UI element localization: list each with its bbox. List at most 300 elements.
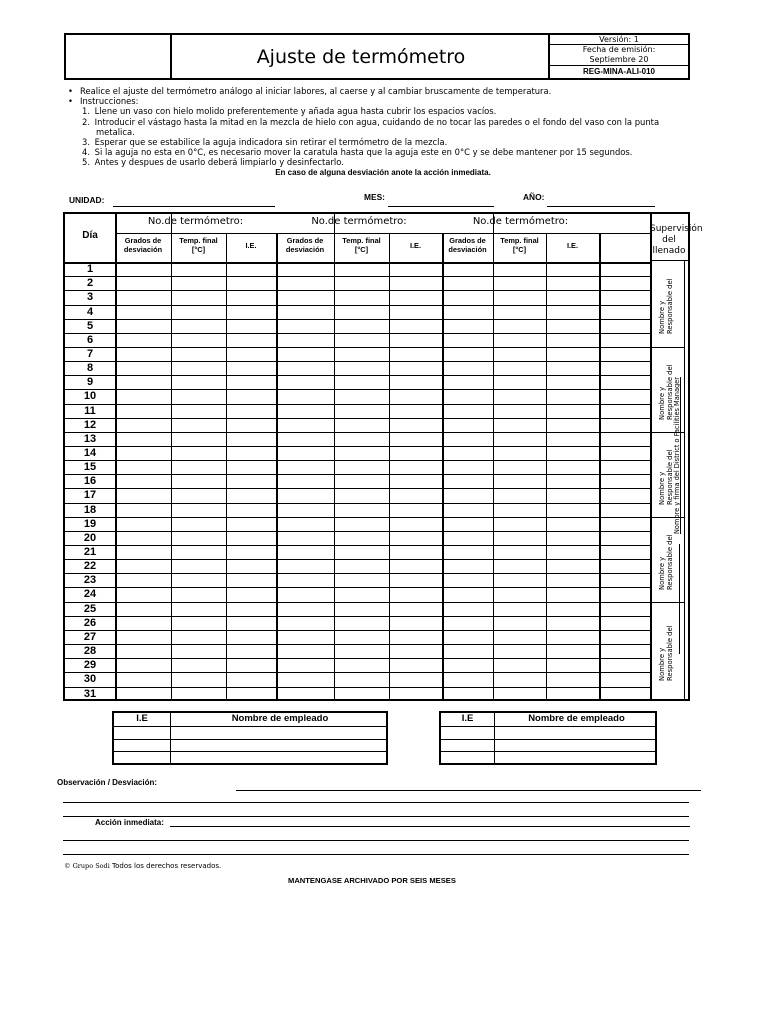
log-cell[interactable] [171, 290, 226, 304]
log-cell[interactable] [334, 545, 389, 559]
log-cell[interactable] [115, 333, 171, 347]
log-cell[interactable] [493, 573, 546, 587]
log-cell[interactable] [334, 361, 389, 375]
log-cell[interactable] [334, 672, 389, 686]
log-cell[interactable] [171, 319, 226, 333]
log-cell[interactable] [226, 573, 276, 587]
log-cell[interactable] [171, 347, 226, 361]
log-cell[interactable] [334, 290, 389, 304]
log-cell[interactable] [276, 290, 334, 304]
log-cell[interactable] [226, 587, 276, 601]
log-cell[interactable] [493, 630, 546, 644]
log-cell[interactable] [115, 460, 171, 474]
unidad-field[interactable] [113, 206, 275, 207]
log-cell[interactable] [334, 517, 389, 531]
log-cell[interactable] [493, 319, 546, 333]
log-cell[interactable] [442, 658, 493, 672]
log-cell[interactable] [226, 375, 276, 389]
log-cell[interactable] [389, 559, 442, 573]
log-cell[interactable] [546, 658, 599, 672]
log-cell[interactable] [442, 644, 493, 658]
log-cell[interactable] [442, 587, 493, 601]
log-cell[interactable] [276, 672, 334, 686]
employee-ie-cell[interactable] [114, 751, 170, 763]
log-cell[interactable] [334, 333, 389, 347]
log-cell[interactable] [334, 305, 389, 319]
log-cell[interactable] [226, 672, 276, 686]
accion-line[interactable] [63, 854, 689, 855]
log-cell[interactable] [115, 602, 171, 616]
log-cell[interactable] [389, 630, 442, 644]
log-cell[interactable] [389, 418, 442, 432]
log-cell[interactable] [171, 587, 226, 601]
log-cell[interactable] [442, 630, 493, 644]
log-cell[interactable] [389, 389, 442, 403]
log-cell[interactable] [334, 687, 389, 701]
log-cell[interactable] [276, 347, 334, 361]
supervision-line: Supervisión [650, 224, 703, 234]
log-cell[interactable] [389, 446, 442, 460]
employee-name-cell[interactable] [494, 751, 655, 763]
employee-ie-cell[interactable] [441, 751, 494, 763]
log-cell[interactable] [546, 503, 599, 517]
log-cell[interactable] [334, 432, 389, 446]
log-cell[interactable] [493, 290, 546, 304]
log-cell[interactable] [226, 531, 276, 545]
log-cell[interactable] [442, 319, 493, 333]
log-cell[interactable] [115, 545, 171, 559]
manager-signature-line[interactable] [679, 544, 680, 654]
log-cell[interactable] [226, 404, 276, 418]
log-cell[interactable] [546, 687, 599, 701]
log-cell[interactable] [389, 545, 442, 559]
log-cell[interactable] [171, 432, 226, 446]
log-cell[interactable] [334, 418, 389, 432]
log-cell[interactable] [493, 658, 546, 672]
log-cell[interactable] [334, 276, 389, 290]
log-cell[interactable] [389, 644, 442, 658]
log-cell[interactable] [276, 545, 334, 559]
log-cell[interactable] [115, 573, 171, 587]
log-cell[interactable] [334, 559, 389, 573]
log-cell[interactable] [546, 333, 599, 347]
log-cell[interactable] [493, 276, 546, 290]
log-cell[interactable] [276, 616, 334, 630]
log-cell[interactable] [389, 573, 442, 587]
log-cell[interactable] [334, 587, 389, 601]
log-cell[interactable] [493, 672, 546, 686]
log-cell[interactable] [171, 630, 226, 644]
log-cell[interactable] [442, 460, 493, 474]
log-cell[interactable] [546, 389, 599, 403]
anio-field[interactable] [547, 206, 655, 207]
log-cell[interactable] [546, 474, 599, 488]
log-cell[interactable] [171, 602, 226, 616]
log-cell[interactable] [442, 672, 493, 686]
log-cell[interactable] [115, 474, 171, 488]
log-cell[interactable] [115, 630, 171, 644]
log-cell[interactable] [334, 488, 389, 502]
log-cell[interactable] [171, 672, 226, 686]
log-cell[interactable] [171, 361, 226, 375]
log-cell[interactable] [226, 361, 276, 375]
log-cell[interactable] [442, 432, 493, 446]
log-cell[interactable] [226, 333, 276, 347]
log-cell[interactable] [442, 361, 493, 375]
log-cell[interactable] [171, 389, 226, 403]
log-cell[interactable] [389, 432, 442, 446]
log-cell[interactable] [171, 531, 226, 545]
log-cell[interactable] [493, 361, 546, 375]
employee-name-cell[interactable] [170, 751, 386, 763]
log-cell[interactable] [115, 262, 171, 276]
log-cell[interactable] [493, 474, 546, 488]
log-cell[interactable] [115, 672, 171, 686]
log-cell[interactable] [546, 418, 599, 432]
log-cell[interactable] [546, 305, 599, 319]
log-cell[interactable] [493, 333, 546, 347]
log-cell[interactable] [546, 319, 599, 333]
log-cell[interactable] [226, 559, 276, 573]
log-cell[interactable] [276, 361, 334, 375]
log-cell[interactable] [442, 488, 493, 502]
log-cell[interactable] [115, 375, 171, 389]
log-cell[interactable] [442, 503, 493, 517]
log-cell[interactable] [389, 375, 442, 389]
log-cell[interactable] [226, 432, 276, 446]
log-cell[interactable] [334, 503, 389, 517]
log-cell[interactable] [334, 262, 389, 276]
log-cell[interactable] [442, 290, 493, 304]
log-cell[interactable] [334, 531, 389, 545]
log-cell[interactable] [389, 503, 442, 517]
log-cell[interactable] [334, 319, 389, 333]
log-cell[interactable] [171, 573, 226, 587]
employee-ie-cell[interactable] [114, 726, 170, 739]
log-cell[interactable] [226, 474, 276, 488]
log-cell[interactable] [442, 573, 493, 587]
log-cell[interactable] [334, 474, 389, 488]
log-cell[interactable] [276, 602, 334, 616]
log-cell[interactable] [276, 573, 334, 587]
log-cell[interactable] [171, 644, 226, 658]
employee-name-cell[interactable] [494, 726, 655, 739]
log-cell[interactable] [546, 517, 599, 531]
log-cell[interactable] [334, 446, 389, 460]
log-cell[interactable] [493, 616, 546, 630]
log-cell[interactable] [493, 602, 546, 616]
supervision-divider [684, 260, 685, 699]
log-cell[interactable] [389, 290, 442, 304]
log-cell[interactable] [493, 587, 546, 601]
observacion-line[interactable] [236, 790, 701, 791]
log-cell[interactable] [334, 347, 389, 361]
log-cell[interactable] [115, 517, 171, 531]
log-cell[interactable] [276, 404, 334, 418]
log-cell[interactable] [226, 290, 276, 304]
log-cell[interactable] [276, 389, 334, 403]
log-cell[interactable] [546, 290, 599, 304]
log-cell[interactable] [276, 446, 334, 460]
log-cell[interactable] [493, 687, 546, 701]
log-cell[interactable] [171, 276, 226, 290]
log-cell[interactable] [276, 375, 334, 389]
log-cell[interactable] [226, 446, 276, 460]
log-cell[interactable] [493, 262, 546, 276]
employee-ie-cell[interactable] [441, 726, 494, 739]
log-cell[interactable] [442, 474, 493, 488]
log-cell[interactable] [334, 375, 389, 389]
log-cell[interactable] [389, 658, 442, 672]
log-cell[interactable] [276, 658, 334, 672]
log-cell[interactable] [276, 276, 334, 290]
log-cell[interactable] [546, 602, 599, 616]
log-cell[interactable] [546, 347, 599, 361]
log-cell[interactable] [389, 616, 442, 630]
log-cell[interactable] [442, 517, 493, 531]
log-cell[interactable] [546, 375, 599, 389]
log-cell[interactable] [276, 305, 334, 319]
log-cell[interactable] [276, 333, 334, 347]
log-cell[interactable] [442, 418, 493, 432]
log-cell[interactable] [493, 432, 546, 446]
log-cell[interactable] [226, 418, 276, 432]
log-cell[interactable] [493, 404, 546, 418]
log-cell[interactable] [171, 305, 226, 319]
log-cell[interactable] [334, 630, 389, 644]
employee-name-cell[interactable] [170, 726, 386, 739]
log-cell[interactable] [171, 616, 226, 630]
log-cell[interactable] [171, 658, 226, 672]
log-cell[interactable] [226, 262, 276, 276]
log-cell[interactable] [442, 389, 493, 403]
log-cell[interactable] [546, 432, 599, 446]
log-cell[interactable] [276, 687, 334, 701]
log-cell[interactable] [171, 517, 226, 531]
log-cell[interactable] [442, 375, 493, 389]
log-cell[interactable] [389, 347, 442, 361]
log-cell[interactable] [115, 276, 171, 290]
log-cell[interactable] [334, 658, 389, 672]
log-cell[interactable] [276, 644, 334, 658]
log-cell[interactable] [276, 319, 334, 333]
log-cell[interactable] [226, 687, 276, 701]
log-cell[interactable] [171, 262, 226, 276]
log-cell[interactable] [226, 616, 276, 630]
log-cell[interactable] [546, 446, 599, 460]
log-cell[interactable] [115, 305, 171, 319]
log-cell[interactable] [442, 531, 493, 545]
log-cell[interactable] [226, 602, 276, 616]
log-cell[interactable] [389, 460, 442, 474]
log-cell[interactable] [115, 389, 171, 403]
log-cell[interactable] [389, 687, 442, 701]
log-cell[interactable] [276, 474, 334, 488]
log-cell[interactable] [493, 305, 546, 319]
log-cell[interactable] [115, 347, 171, 361]
accion-line[interactable] [63, 840, 689, 841]
log-cell[interactable] [276, 587, 334, 601]
log-cell[interactable] [115, 644, 171, 658]
log-cell[interactable] [171, 375, 226, 389]
log-cell[interactable] [226, 389, 276, 403]
log-cell[interactable] [334, 644, 389, 658]
log-cell[interactable] [226, 488, 276, 502]
log-cell[interactable] [276, 503, 334, 517]
log-cell[interactable] [276, 262, 334, 276]
log-cell[interactable] [334, 602, 389, 616]
log-cell[interactable] [334, 460, 389, 474]
log-cell[interactable] [442, 305, 493, 319]
log-cell[interactable] [546, 559, 599, 573]
log-cell[interactable] [226, 658, 276, 672]
log-cell[interactable] [389, 276, 442, 290]
observacion-line[interactable] [63, 802, 689, 803]
log-cell[interactable] [115, 418, 171, 432]
log-cell[interactable] [334, 616, 389, 630]
log-cell[interactable] [276, 630, 334, 644]
log-cell[interactable] [115, 432, 171, 446]
log-cell[interactable] [115, 531, 171, 545]
log-cell[interactable] [442, 262, 493, 276]
log-cell[interactable] [493, 559, 546, 573]
log-cell[interactable] [276, 418, 334, 432]
log-cell[interactable] [115, 290, 171, 304]
log-cell[interactable] [546, 276, 599, 290]
log-cell[interactable] [226, 460, 276, 474]
log-cell[interactable] [334, 404, 389, 418]
log-cell[interactable] [546, 587, 599, 601]
log-cell[interactable] [546, 460, 599, 474]
mes-field[interactable] [388, 206, 494, 207]
log-cell[interactable] [546, 531, 599, 545]
log-cell[interactable] [171, 545, 226, 559]
log-cell[interactable] [389, 262, 442, 276]
log-cell[interactable] [115, 404, 171, 418]
log-cell[interactable] [334, 389, 389, 403]
log-cell[interactable] [226, 517, 276, 531]
log-cell[interactable] [226, 276, 276, 290]
log-cell[interactable] [226, 319, 276, 333]
log-cell[interactable] [115, 319, 171, 333]
log-cell[interactable] [171, 503, 226, 517]
log-cell[interactable] [442, 559, 493, 573]
log-cell[interactable] [171, 488, 226, 502]
log-cell[interactable] [171, 333, 226, 347]
log-cell[interactable] [115, 616, 171, 630]
log-cell[interactable] [171, 404, 226, 418]
log-cell[interactable] [442, 616, 493, 630]
log-cell[interactable] [493, 503, 546, 517]
log-cell[interactable] [389, 474, 442, 488]
log-cell[interactable] [493, 517, 546, 531]
log-cell[interactable] [389, 404, 442, 418]
log-cell[interactable] [546, 644, 599, 658]
log-cell[interactable] [442, 602, 493, 616]
log-cell[interactable] [115, 503, 171, 517]
log-cell[interactable] [389, 517, 442, 531]
log-cell[interactable] [546, 672, 599, 686]
log-cell[interactable] [276, 531, 334, 545]
log-cell[interactable] [276, 559, 334, 573]
log-cell[interactable] [389, 319, 442, 333]
log-cell[interactable] [493, 375, 546, 389]
log-cell[interactable] [389, 531, 442, 545]
log-cell[interactable] [276, 488, 334, 502]
log-cell[interactable] [493, 347, 546, 361]
log-cell[interactable] [226, 305, 276, 319]
log-cell[interactable] [115, 446, 171, 460]
log-cell[interactable] [226, 503, 276, 517]
log-cell[interactable] [546, 573, 599, 587]
log-cell[interactable] [226, 545, 276, 559]
log-cell[interactable] [546, 404, 599, 418]
log-cell[interactable] [389, 361, 442, 375]
log-cell[interactable] [389, 587, 442, 601]
log-cell[interactable] [226, 644, 276, 658]
accion-line[interactable] [170, 826, 690, 827]
log-cell[interactable] [171, 418, 226, 432]
log-cell[interactable] [493, 460, 546, 474]
log-cell[interactable] [171, 460, 226, 474]
log-cell[interactable] [171, 474, 226, 488]
log-cell[interactable] [226, 347, 276, 361]
log-cell[interactable] [442, 687, 493, 701]
log-cell[interactable] [442, 333, 493, 347]
log-cell[interactable] [276, 432, 334, 446]
log-cell[interactable] [115, 488, 171, 502]
log-cell[interactable] [493, 389, 546, 403]
supervision-signature-cell[interactable] [650, 260, 684, 347]
log-cell[interactable] [442, 446, 493, 460]
log-cell[interactable] [389, 602, 442, 616]
log-cell[interactable] [546, 488, 599, 502]
log-cell[interactable] [442, 545, 493, 559]
log-cell[interactable] [276, 460, 334, 474]
log-cell[interactable] [546, 616, 599, 630]
log-cell[interactable] [546, 630, 599, 644]
log-cell[interactable] [171, 446, 226, 460]
log-cell[interactable] [276, 517, 334, 531]
log-cell[interactable] [334, 573, 389, 587]
log-cell[interactable] [115, 559, 171, 573]
log-cell[interactable] [493, 531, 546, 545]
log-cell[interactable] [115, 658, 171, 672]
log-cell[interactable] [115, 687, 171, 701]
log-cell[interactable] [389, 333, 442, 347]
log-cell[interactable] [546, 545, 599, 559]
log-cell[interactable] [546, 262, 599, 276]
log-cell[interactable] [389, 305, 442, 319]
log-cell[interactable] [493, 446, 546, 460]
log-cell[interactable] [493, 488, 546, 502]
log-cell[interactable] [442, 276, 493, 290]
log-cell[interactable] [493, 644, 546, 658]
log-cell[interactable] [493, 545, 546, 559]
log-cell[interactable] [226, 630, 276, 644]
log-cell[interactable] [389, 672, 442, 686]
log-cell[interactable] [442, 404, 493, 418]
log-cell[interactable] [171, 687, 226, 701]
log-cell[interactable] [171, 559, 226, 573]
log-cell[interactable] [389, 488, 442, 502]
log-cell[interactable] [546, 361, 599, 375]
log-cell[interactable] [115, 587, 171, 601]
log-cell[interactable] [442, 347, 493, 361]
log-cell[interactable] [115, 361, 171, 375]
log-cell[interactable] [493, 418, 546, 432]
accion-line[interactable] [63, 816, 689, 817]
